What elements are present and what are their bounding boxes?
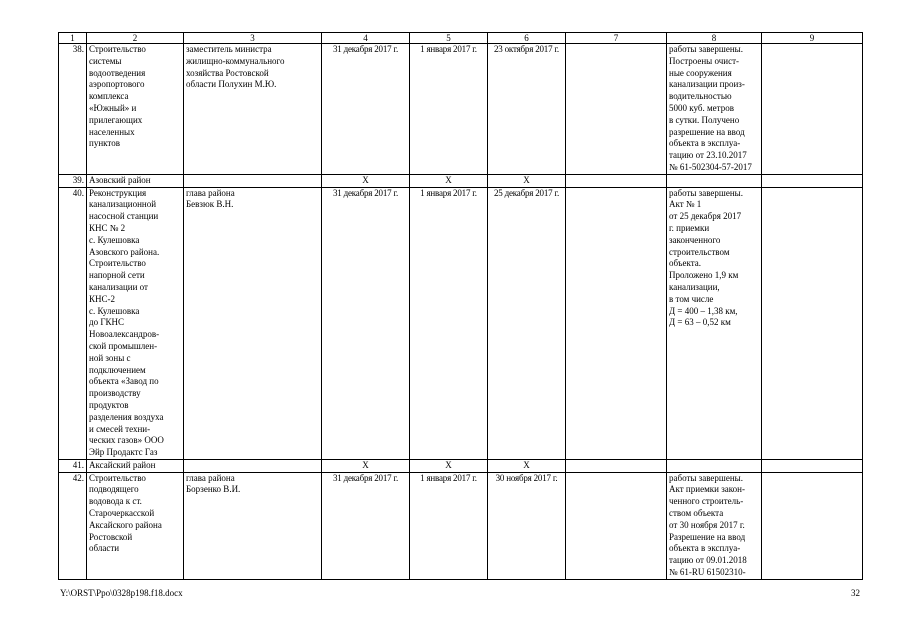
column-9-cell bbox=[762, 187, 863, 459]
table-row bbox=[59, 174, 863, 187]
page-number: 32 bbox=[851, 588, 860, 598]
object-name: Реконструкция канализационной насосной станции КНС № 2 с. Кулешовка Азовского района. Строительство напорной сети канализации от КНС-2 с. Кулешовка до ГКНС Новоалександров- ской промышлен- ной зоны с подключением объекта «Завод по производству продуктов разделения воздуха и смесей техни- ческих газов» ООО Эйр Продактс Газ bbox=[87, 187, 184, 459]
table-row bbox=[59, 187, 863, 459]
actual-end-date: 30 ноября 2017 г. bbox=[488, 472, 566, 579]
planned-end-date: 31 декабря 2017 г. bbox=[322, 44, 410, 175]
status-text bbox=[667, 459, 762, 472]
header-cell: 2 bbox=[87, 33, 184, 44]
x-mark: X bbox=[322, 459, 410, 472]
x-mark: X bbox=[488, 174, 566, 187]
column-7-cell bbox=[566, 174, 667, 187]
actual-end-date: 23 октября 2017 г. bbox=[488, 44, 566, 175]
district-name: Аксайский район bbox=[87, 459, 184, 472]
x-mark: X bbox=[488, 459, 566, 472]
row-number: 40. bbox=[59, 187, 87, 459]
row-number: 42. bbox=[59, 472, 87, 579]
data-table bbox=[58, 32, 863, 580]
status-text bbox=[667, 174, 762, 187]
header-cell: 9 bbox=[762, 33, 863, 44]
column-9-cell bbox=[762, 472, 863, 579]
header-cell: 7 bbox=[566, 33, 667, 44]
responsible-person bbox=[184, 459, 322, 472]
table-row bbox=[59, 472, 863, 579]
header-cell: 1 bbox=[59, 33, 87, 44]
responsible-person bbox=[184, 174, 322, 187]
report-date: 1 января 2017 г. bbox=[410, 187, 488, 459]
status-text: работы завершены. Акт № 1 от 25 декабря 2017 г. приемки законченного строительством объекта. Проложено 1,9 км канализации, в том числе Д = 400 – 1,38 км, Д = 63 – 0,52 км bbox=[667, 187, 762, 459]
column-9-cell bbox=[762, 44, 863, 175]
header-cell: 8 bbox=[667, 33, 762, 44]
row-number: 38. bbox=[59, 44, 87, 175]
planned-end-date: 31 декабря 2017 г. bbox=[322, 472, 410, 579]
column-7-cell bbox=[566, 187, 667, 459]
column-9-cell bbox=[762, 459, 863, 472]
report-date: 1 января 2017 г. bbox=[410, 44, 488, 175]
responsible-person: глава района Борзенко В.И. bbox=[184, 472, 322, 579]
responsible-person: заместитель министра жилищно-коммунального хозяйства Ростовской области Полухин М.Ю. bbox=[184, 44, 322, 175]
table-row bbox=[59, 459, 863, 472]
column-number-header bbox=[59, 33, 863, 44]
row-number: 39. bbox=[59, 174, 87, 187]
column-7-cell bbox=[566, 472, 667, 579]
object-name: Строительство подводящего водовода к ст. Старочеркасской Аксайского района Ростовской области bbox=[87, 472, 184, 579]
file-path: Y:\ORST\Ppo\0328p198.f18.docx bbox=[60, 588, 183, 598]
header-cell: 3 bbox=[184, 33, 322, 44]
column-7-cell bbox=[566, 44, 667, 175]
district-name: Азовский район bbox=[87, 174, 184, 187]
x-mark: X bbox=[410, 174, 488, 187]
actual-end-date: 25 декабря 2017 г. bbox=[488, 187, 566, 459]
object-name: Строительство системы водоотведения аэропортового комплекса «Южный» и прилегающих населенных пунктов bbox=[87, 44, 184, 175]
status-text: работы завершены. Построены очист- ные сооружения канализации произ- водительностью 5000 куб. метров в сутки. Получено разрешение на ввод объекта в эксплуа- тацию от 23.10.2017 № 61-502304-57-2017 bbox=[667, 44, 762, 175]
header-cell: 4 bbox=[322, 33, 410, 44]
responsible-person: глава района Бевзюк В.Н. bbox=[184, 187, 322, 459]
row-number: 41. bbox=[59, 459, 87, 472]
column-9-cell bbox=[762, 174, 863, 187]
x-mark: X bbox=[410, 459, 488, 472]
header-cell: 6 bbox=[488, 33, 566, 44]
status-text: работы завершены. Акт приемки закон- ченного строитель- ством объекта от 30 ноября 2017 г. Разрешение на ввод объекта в эксплуа- тацию от 09.01.2018 № 61-RU 61502310- bbox=[667, 472, 762, 579]
x-mark: X bbox=[322, 174, 410, 187]
column-7-cell bbox=[566, 459, 667, 472]
planned-end-date: 31 декабря 2017 г. bbox=[322, 187, 410, 459]
table-row bbox=[59, 44, 863, 175]
header-cell: 5 bbox=[410, 33, 488, 44]
report-date: 1 января 2017 г. bbox=[410, 472, 488, 579]
